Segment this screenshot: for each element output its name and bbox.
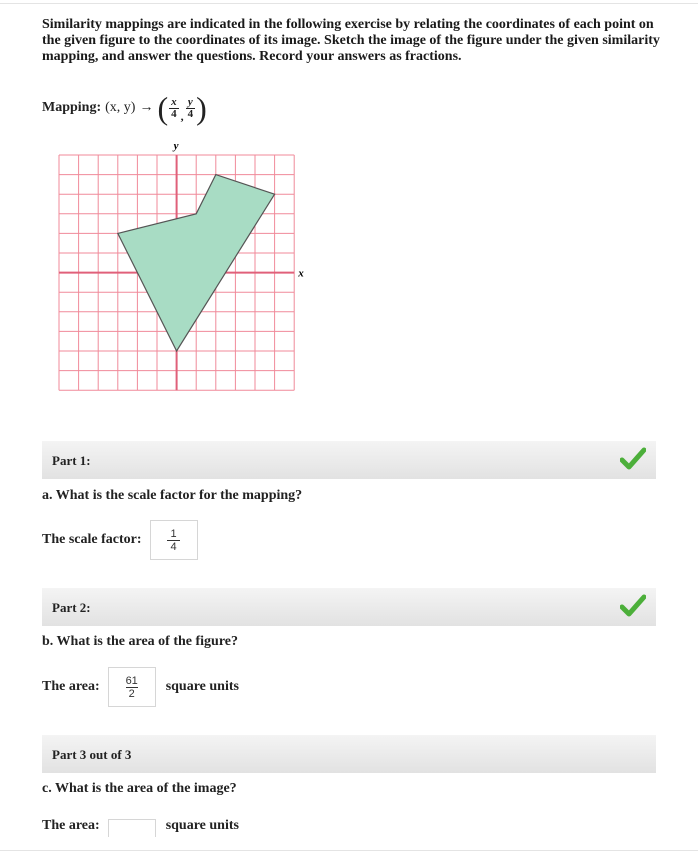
bottom-divider (0, 850, 698, 851)
part2-answer-field[interactable] (108, 667, 156, 707)
x-axis-label: x (298, 267, 304, 280)
coordinate-graph[interactable] (40, 138, 310, 413)
part2-title: Part 2: (52, 600, 91, 615)
part3-units: square units (165, 818, 239, 833)
part2-answer-numerator: 61 (125, 674, 138, 687)
part1-title: Part 1: (52, 453, 91, 468)
part1-answer-denominator: 4 (167, 540, 179, 553)
part1-answer-row (42, 520, 204, 560)
part1-header (42, 441, 656, 479)
part2-header (42, 588, 656, 626)
x-fraction (169, 97, 179, 120)
instructions-text: Similarity mappings are indicated in the following exercise by relating the coordinates of each point on the given figure to the coordinates of its image. Sketch the image of the figure under the given similarity mapping, and answer the questions. Record your answers as fractions. (42, 17, 660, 64)
checkmark-icon (620, 593, 646, 619)
part1-answer-fraction (167, 528, 179, 553)
part2-answer-row (42, 667, 239, 707)
mapping-comma: , (180, 109, 184, 123)
part3-title: Part 3 out of 3 (52, 747, 132, 762)
y-fraction-denominator: 4 (187, 107, 194, 120)
y-fraction-numerator: y (187, 95, 193, 108)
part1-answer-field[interactable] (150, 520, 198, 560)
part1-question: a. What is the scale factor for the mapping? (42, 488, 303, 503)
y-fraction (186, 97, 196, 120)
top-divider (0, 3, 698, 4)
part3-answer-label: The area: (42, 818, 100, 833)
checkmark-icon (620, 446, 646, 472)
part2-answer-denominator: 2 (126, 687, 138, 700)
part2-answer-label: The area: (42, 679, 100, 694)
part2-answer-fraction (126, 675, 138, 700)
mapping-arrow: → (139, 100, 154, 115)
part2-units: square units (165, 679, 239, 694)
left-paren: ( (157, 90, 169, 126)
part3-question: c. What is the area of the image? (42, 781, 237, 796)
mapping-label: Mapping: (42, 100, 102, 115)
mapping-row (42, 90, 207, 126)
x-fraction-denominator: 4 (171, 107, 177, 120)
x-fraction-numerator: x (171, 95, 177, 108)
part1-answer-numerator: 1 (170, 527, 177, 540)
part3-answer-field[interactable] (108, 819, 156, 837)
right-paren: ) (196, 90, 207, 126)
mapping-domain: (x, y) (105, 100, 136, 115)
part3-header (42, 735, 656, 773)
part2-question: b. What is the area of the figure? (42, 634, 238, 649)
part1-answer-label: The scale factor: (42, 532, 142, 547)
y-axis-label: y (173, 140, 179, 152)
part3-answer-row (42, 815, 239, 837)
